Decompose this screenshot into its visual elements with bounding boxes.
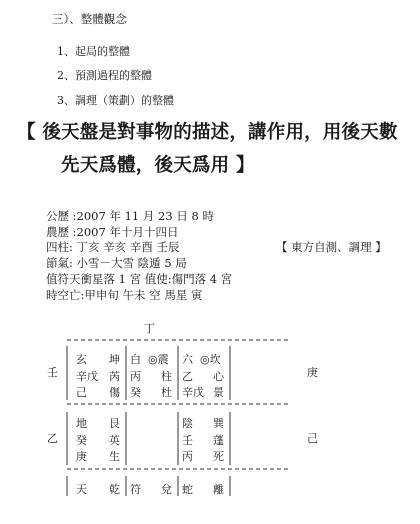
board-cell: 死 <box>213 450 224 463</box>
headline-line-2: 先天爲體，後天爲用 】 <box>61 155 255 176</box>
board-cell: 杜 <box>161 386 172 399</box>
void-horse: 時空亡:甲申旬 午未 空 馬星 寅 <box>46 288 203 302</box>
board-cell: 巽 <box>213 417 224 430</box>
board-cell: 丙 <box>130 370 141 383</box>
solar-term: 節氣: 小雪－大雪 陰遁 5 局 <box>46 256 187 270</box>
board-cell: 辛戊 <box>182 386 204 399</box>
board-cell: 兌 <box>161 483 172 496</box>
nongli-date: 農歷 :2007 年十月十四日 <box>46 225 179 239</box>
zhifu-zhishi: 值符天衝星落 1 宮 值使:傷門落 4 宮 <box>46 272 233 286</box>
outline-item-3: 3、調理（策劃）的整體 <box>57 94 174 107</box>
board-cell: 丙 <box>182 450 193 463</box>
board-cell: 芮 <box>109 370 120 383</box>
board-top-stem: 丁 <box>144 322 155 335</box>
board-cell: 英 <box>109 434 120 447</box>
board-cell: 辛戊 <box>76 370 98 383</box>
board-cell: 天 <box>76 483 87 496</box>
board-cell: 六 <box>182 353 193 366</box>
board-cell: 蛇 <box>182 483 193 496</box>
board-cell: 陰 <box>182 417 193 430</box>
board-cell: 離 <box>213 483 224 496</box>
board-left-stem-middle: 乙 <box>47 432 58 445</box>
outline-item-2: 2、預測過程的整體 <box>57 69 152 82</box>
board-cell: 生 <box>109 450 120 463</box>
board-cell: 己 <box>76 386 87 399</box>
headline-line-1: 【 後天盤是對事物的描述，講作用，用後天數 <box>17 122 398 143</box>
board-right-stem-upper: 庚 <box>307 366 318 379</box>
board-cell: 乾 <box>109 483 120 496</box>
four-pillars: 四柱: 丁亥 辛亥 辛酉 壬辰 <box>46 240 180 254</box>
board-left-stem-upper: 壬 <box>47 366 58 379</box>
section-heading: 三）、整體觀念 <box>52 12 127 26</box>
board-cell: 蓬 <box>213 434 224 447</box>
board-cell: 癸 <box>130 386 141 399</box>
board-cell: 癸 <box>76 434 87 447</box>
board-cell: 傷 <box>109 386 120 399</box>
board-cell: 符 <box>130 483 141 496</box>
board-cell: 艮 <box>109 417 120 430</box>
gongli-date: 公歷 :2007 年 11 月 23 日 8 時 <box>46 209 214 223</box>
board-cell: 乙 <box>182 370 193 383</box>
outline-item-1: 1、起局的整體 <box>57 45 130 58</box>
self-test-tag: 【 東方自測、調理 】 <box>276 240 387 254</box>
board-cell: 柱 <box>161 370 172 383</box>
board-cell: 坤 <box>109 353 120 366</box>
board-cell: ◎坎 <box>200 353 221 366</box>
board-cell: 地 <box>76 417 87 430</box>
board-cell: 景 <box>213 386 224 399</box>
board-cell: 玄 <box>76 353 87 366</box>
board-cell: 庚 <box>76 450 87 463</box>
board-cell: 白 <box>130 353 141 366</box>
board-right-stem-middle: 己 <box>307 432 318 445</box>
board-cell: 心 <box>213 370 224 383</box>
board-cell: ◎震 <box>148 353 169 366</box>
board-cell: 壬 <box>182 434 193 447</box>
